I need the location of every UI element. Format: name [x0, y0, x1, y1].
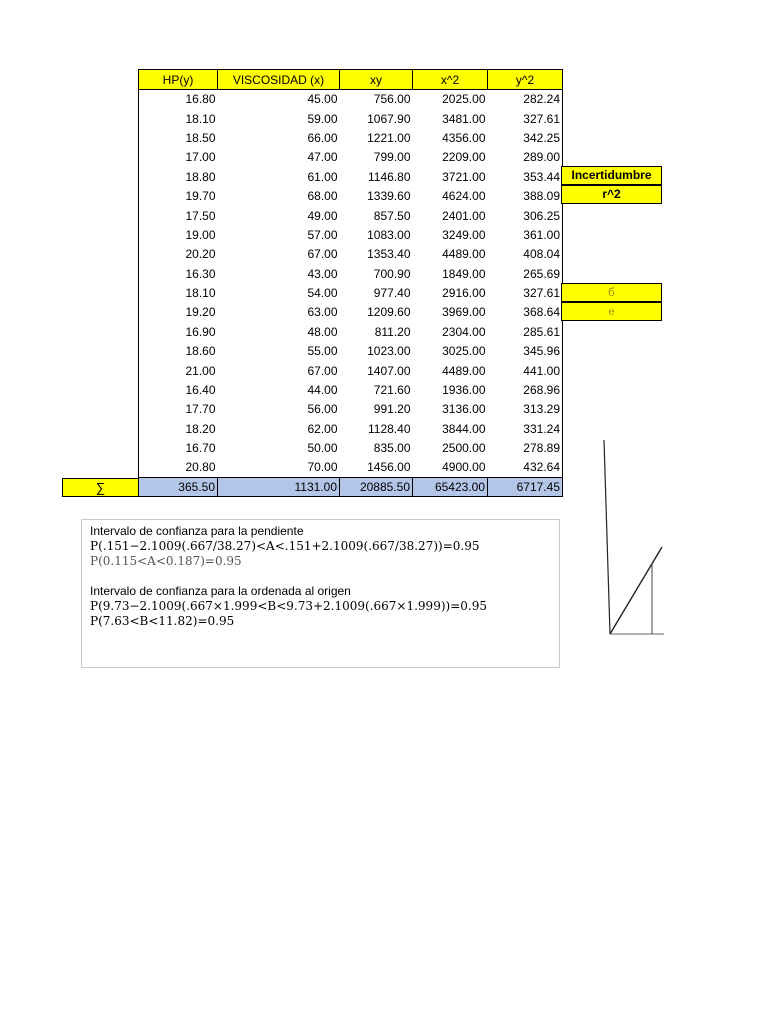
table-cell[interactable]: 17.50 [139, 206, 218, 225]
table-cell[interactable]: 16.30 [139, 264, 218, 283]
table-row [139, 186, 563, 205]
table-cell[interactable]: 4900.00 [442, 460, 486, 475]
table-cell[interactable]: 721.60 [373, 383, 411, 398]
table-cell[interactable]: 3025.00 [442, 344, 486, 359]
table-row [139, 225, 563, 244]
table-cell[interactable]: 19.20 [139, 303, 218, 322]
table-cell[interactable]: 18.20 [139, 419, 218, 438]
table-cell[interactable]: 17.00 [139, 148, 218, 167]
table-cell[interactable]: 19.70 [139, 186, 218, 205]
table-row [139, 380, 563, 399]
r-squared-label[interactable]: r^2 [561, 185, 662, 204]
table-cell[interactable]: 268.96 [488, 380, 563, 399]
table-cell[interactable]: 16.90 [139, 322, 218, 341]
table-cell[interactable]: 63.00 [307, 305, 338, 320]
sum-hp[interactable]: 365.50 [139, 477, 218, 496]
table-row [139, 167, 563, 186]
table-row [139, 400, 563, 419]
table-cell[interactable]: 1849.00 [442, 266, 486, 281]
table-cell[interactable]: 43.00 [307, 266, 338, 281]
table-cell[interactable]: 50.00 [307, 441, 338, 456]
table-cell[interactable]: 342.25 [488, 128, 563, 147]
table-cell[interactable]: 327.61 [488, 283, 563, 302]
header-viscosidad[interactable]: VISCOSIDAD (x) [218, 70, 340, 90]
table-row [139, 245, 563, 264]
table-cell[interactable]: 49.00 [307, 208, 338, 223]
data-table [138, 69, 563, 497]
table-cell[interactable]: 4624.00 [442, 189, 486, 204]
table-cell[interactable]: 1353.40 [367, 247, 411, 262]
table-row [139, 109, 563, 128]
table-cell[interactable]: 1067.90 [367, 111, 411, 126]
table-cell[interactable]: 47.00 [307, 150, 338, 165]
table-row [139, 283, 563, 302]
table-row [139, 90, 563, 109]
spacer [90, 569, 551, 584]
table-cell[interactable]: 313.29 [488, 400, 563, 419]
table-cell[interactable]: 3969.00 [442, 305, 486, 320]
sum-x2[interactable]: 65423.00 [413, 477, 488, 496]
table-cell[interactable]: 2304.00 [442, 324, 486, 339]
table-cell[interactable]: 331.24 [488, 419, 563, 438]
sum-viscosidad[interactable]: 1131.00 [218, 477, 340, 496]
table-cell[interactable]: 16.80 [139, 90, 218, 109]
table-cell[interactable]: 282.24 [488, 90, 563, 109]
table-cell[interactable]: 700.90 [373, 266, 411, 281]
table-cell[interactable]: 4489.00 [442, 247, 486, 262]
table-cell[interactable]: 432.64 [488, 458, 563, 477]
slope-heading: Intervalo de confianza para la pendiente [90, 524, 304, 538]
table-cell[interactable]: 285.61 [488, 322, 563, 341]
slope-formula-1: P(.151−2.1009(.667/38.27)<A<.151+2.1009(.667/38.27))=0.95 [90, 539, 480, 553]
header-y2[interactable]: y^2 [488, 70, 563, 90]
table-cell[interactable]: 21.00 [139, 361, 218, 380]
table-cell[interactable]: 2500.00 [442, 441, 486, 456]
table-row [139, 148, 563, 167]
table-cell[interactable]: 17.70 [139, 400, 218, 419]
table-cell[interactable]: 991.20 [373, 402, 411, 417]
table-cell[interactable]: 18.10 [139, 283, 218, 302]
sigma-label[interactable]: б [561, 283, 662, 302]
confidence-interval-box[interactable] [81, 519, 560, 668]
table-cell[interactable]: 2025.00 [442, 92, 486, 107]
table-cell[interactable]: 55.00 [307, 344, 338, 359]
table-row [139, 206, 563, 225]
table-row [139, 361, 563, 380]
intercept-formula-1: P(9.73−2.1009(.667×1.999<B<9.73+2.1009(.667×1.999))=0.95 [90, 599, 487, 613]
table-cell[interactable]: 54.00 [307, 286, 338, 301]
table-cell[interactable]: 20.20 [139, 245, 218, 264]
table-cell[interactable]: 278.89 [488, 439, 563, 458]
table-cell[interactable]: 61.00 [307, 169, 338, 184]
table-cell[interactable]: 2401.00 [442, 208, 486, 223]
header-row [139, 70, 563, 90]
table-cell[interactable]: 67.00 [307, 247, 338, 262]
table-cell[interactable]: 1339.60 [367, 189, 411, 204]
table-cell[interactable]: 265.69 [488, 264, 563, 283]
table-cell[interactable]: 18.10 [139, 109, 218, 128]
sum-symbol-cell[interactable]: ∑ [62, 478, 139, 497]
table-cell[interactable]: 67.00 [307, 363, 338, 378]
table-cell[interactable]: 3481.00 [442, 111, 486, 126]
sketch-vertical-axis [604, 440, 610, 634]
table-cell[interactable]: 1456.00 [367, 460, 411, 475]
table-cell[interactable]: 756.00 [373, 92, 411, 107]
table-cell[interactable]: 3249.00 [442, 227, 486, 242]
intercept-heading: Intervalo de confianza para la ordenada al origen [90, 584, 351, 598]
table-cell[interactable]: 1407.00 [367, 363, 411, 378]
line-sketch-drawing[interactable] [596, 432, 666, 642]
table-cell[interactable]: 1221.00 [367, 130, 411, 145]
e-label[interactable]: e [561, 302, 662, 321]
table-row [139, 303, 563, 322]
table-cell[interactable]: 68.00 [307, 189, 338, 204]
table-cell[interactable]: 1146.80 [368, 169, 411, 184]
table-cell[interactable]: 2916.00 [442, 286, 486, 301]
table-cell[interactable]: 857.50 [373, 208, 411, 223]
table-cell[interactable]: 1128.40 [368, 421, 411, 436]
table-cell[interactable]: 1023.00 [367, 344, 411, 359]
incertidumbre-label[interactable]: Incertidumbre [561, 166, 662, 185]
table-cell[interactable]: 2209.00 [442, 150, 486, 165]
header-x2[interactable]: x^2 [413, 70, 488, 90]
table-cell[interactable]: 18.60 [139, 342, 218, 361]
table-cell[interactable]: 59.00 [307, 111, 338, 126]
table-cell[interactable]: 48.00 [307, 324, 338, 339]
table-cell[interactable]: 835.00 [373, 441, 411, 456]
table-cell[interactable]: 1936.00 [442, 383, 486, 398]
intercept-formula-2: P(7.63<B<11.82)=0.95 [90, 614, 235, 628]
sum-y2[interactable]: 6717.45 [488, 477, 563, 496]
table-row [139, 439, 563, 458]
table-cell[interactable]: 811.20 [374, 324, 411, 339]
sketch-slope-line [610, 547, 662, 634]
sum-xy[interactable]: 20885.50 [340, 477, 413, 496]
table-cell[interactable]: 289.00 [488, 148, 563, 167]
table-row [139, 128, 563, 147]
table-cell[interactable]: 408.04 [488, 245, 563, 264]
sum-row [139, 477, 563, 496]
table-cell[interactable]: 799.00 [373, 150, 411, 165]
table-row [139, 264, 563, 283]
table-cell[interactable]: 327.61 [488, 109, 563, 128]
table-cell[interactable]: 16.70 [139, 439, 218, 458]
header-xy[interactable]: xy [340, 70, 413, 90]
table-cell[interactable]: 3721.00 [442, 169, 486, 184]
header-hp[interactable]: HP(y) [139, 70, 218, 90]
table-row [139, 322, 563, 341]
table-cell[interactable]: 66.00 [307, 130, 338, 145]
table-cell[interactable]: 62.00 [307, 421, 338, 436]
table-cell[interactable]: 345.96 [488, 342, 563, 361]
table-cell[interactable]: 3844.00 [442, 421, 486, 436]
table-cell[interactable]: 20.80 [139, 458, 218, 477]
table-cell[interactable]: 16.40 [139, 380, 218, 399]
table-cell[interactable]: 4489.00 [442, 363, 486, 378]
table-row [139, 419, 563, 438]
table-cell[interactable]: 18.80 [139, 167, 218, 186]
table-cell[interactable]: 70.00 [307, 460, 338, 475]
table-cell[interactable]: 3136.00 [442, 402, 486, 417]
table-cell[interactable]: 19.00 [139, 225, 218, 244]
table-cell[interactable]: 45.00 [307, 92, 338, 107]
table-row [139, 342, 563, 361]
table-cell[interactable]: 361.00 [488, 225, 563, 244]
table-cell[interactable]: 18.50 [139, 128, 218, 147]
table-cell[interactable]: 353.44 [488, 167, 563, 186]
table-cell[interactable]: 368.64 [488, 303, 563, 322]
table-cell[interactable]: 57.00 [307, 227, 338, 242]
table-row [139, 458, 563, 477]
table-cell[interactable]: 1209.60 [367, 305, 411, 320]
table-cell[interactable]: 306.25 [488, 206, 563, 225]
table-cell[interactable]: 977.40 [373, 286, 411, 301]
table-cell[interactable]: 56.00 [307, 402, 338, 417]
table-cell[interactable]: 1083.00 [367, 227, 411, 242]
table-cell[interactable]: 4356.00 [442, 130, 486, 145]
table-cell[interactable]: 441.00 [488, 361, 563, 380]
slope-formula-2: P(0.115<A<0.187)=0.95 [90, 554, 242, 568]
table-cell[interactable]: 44.00 [307, 383, 338, 398]
table-cell[interactable]: 388.09 [488, 186, 563, 205]
